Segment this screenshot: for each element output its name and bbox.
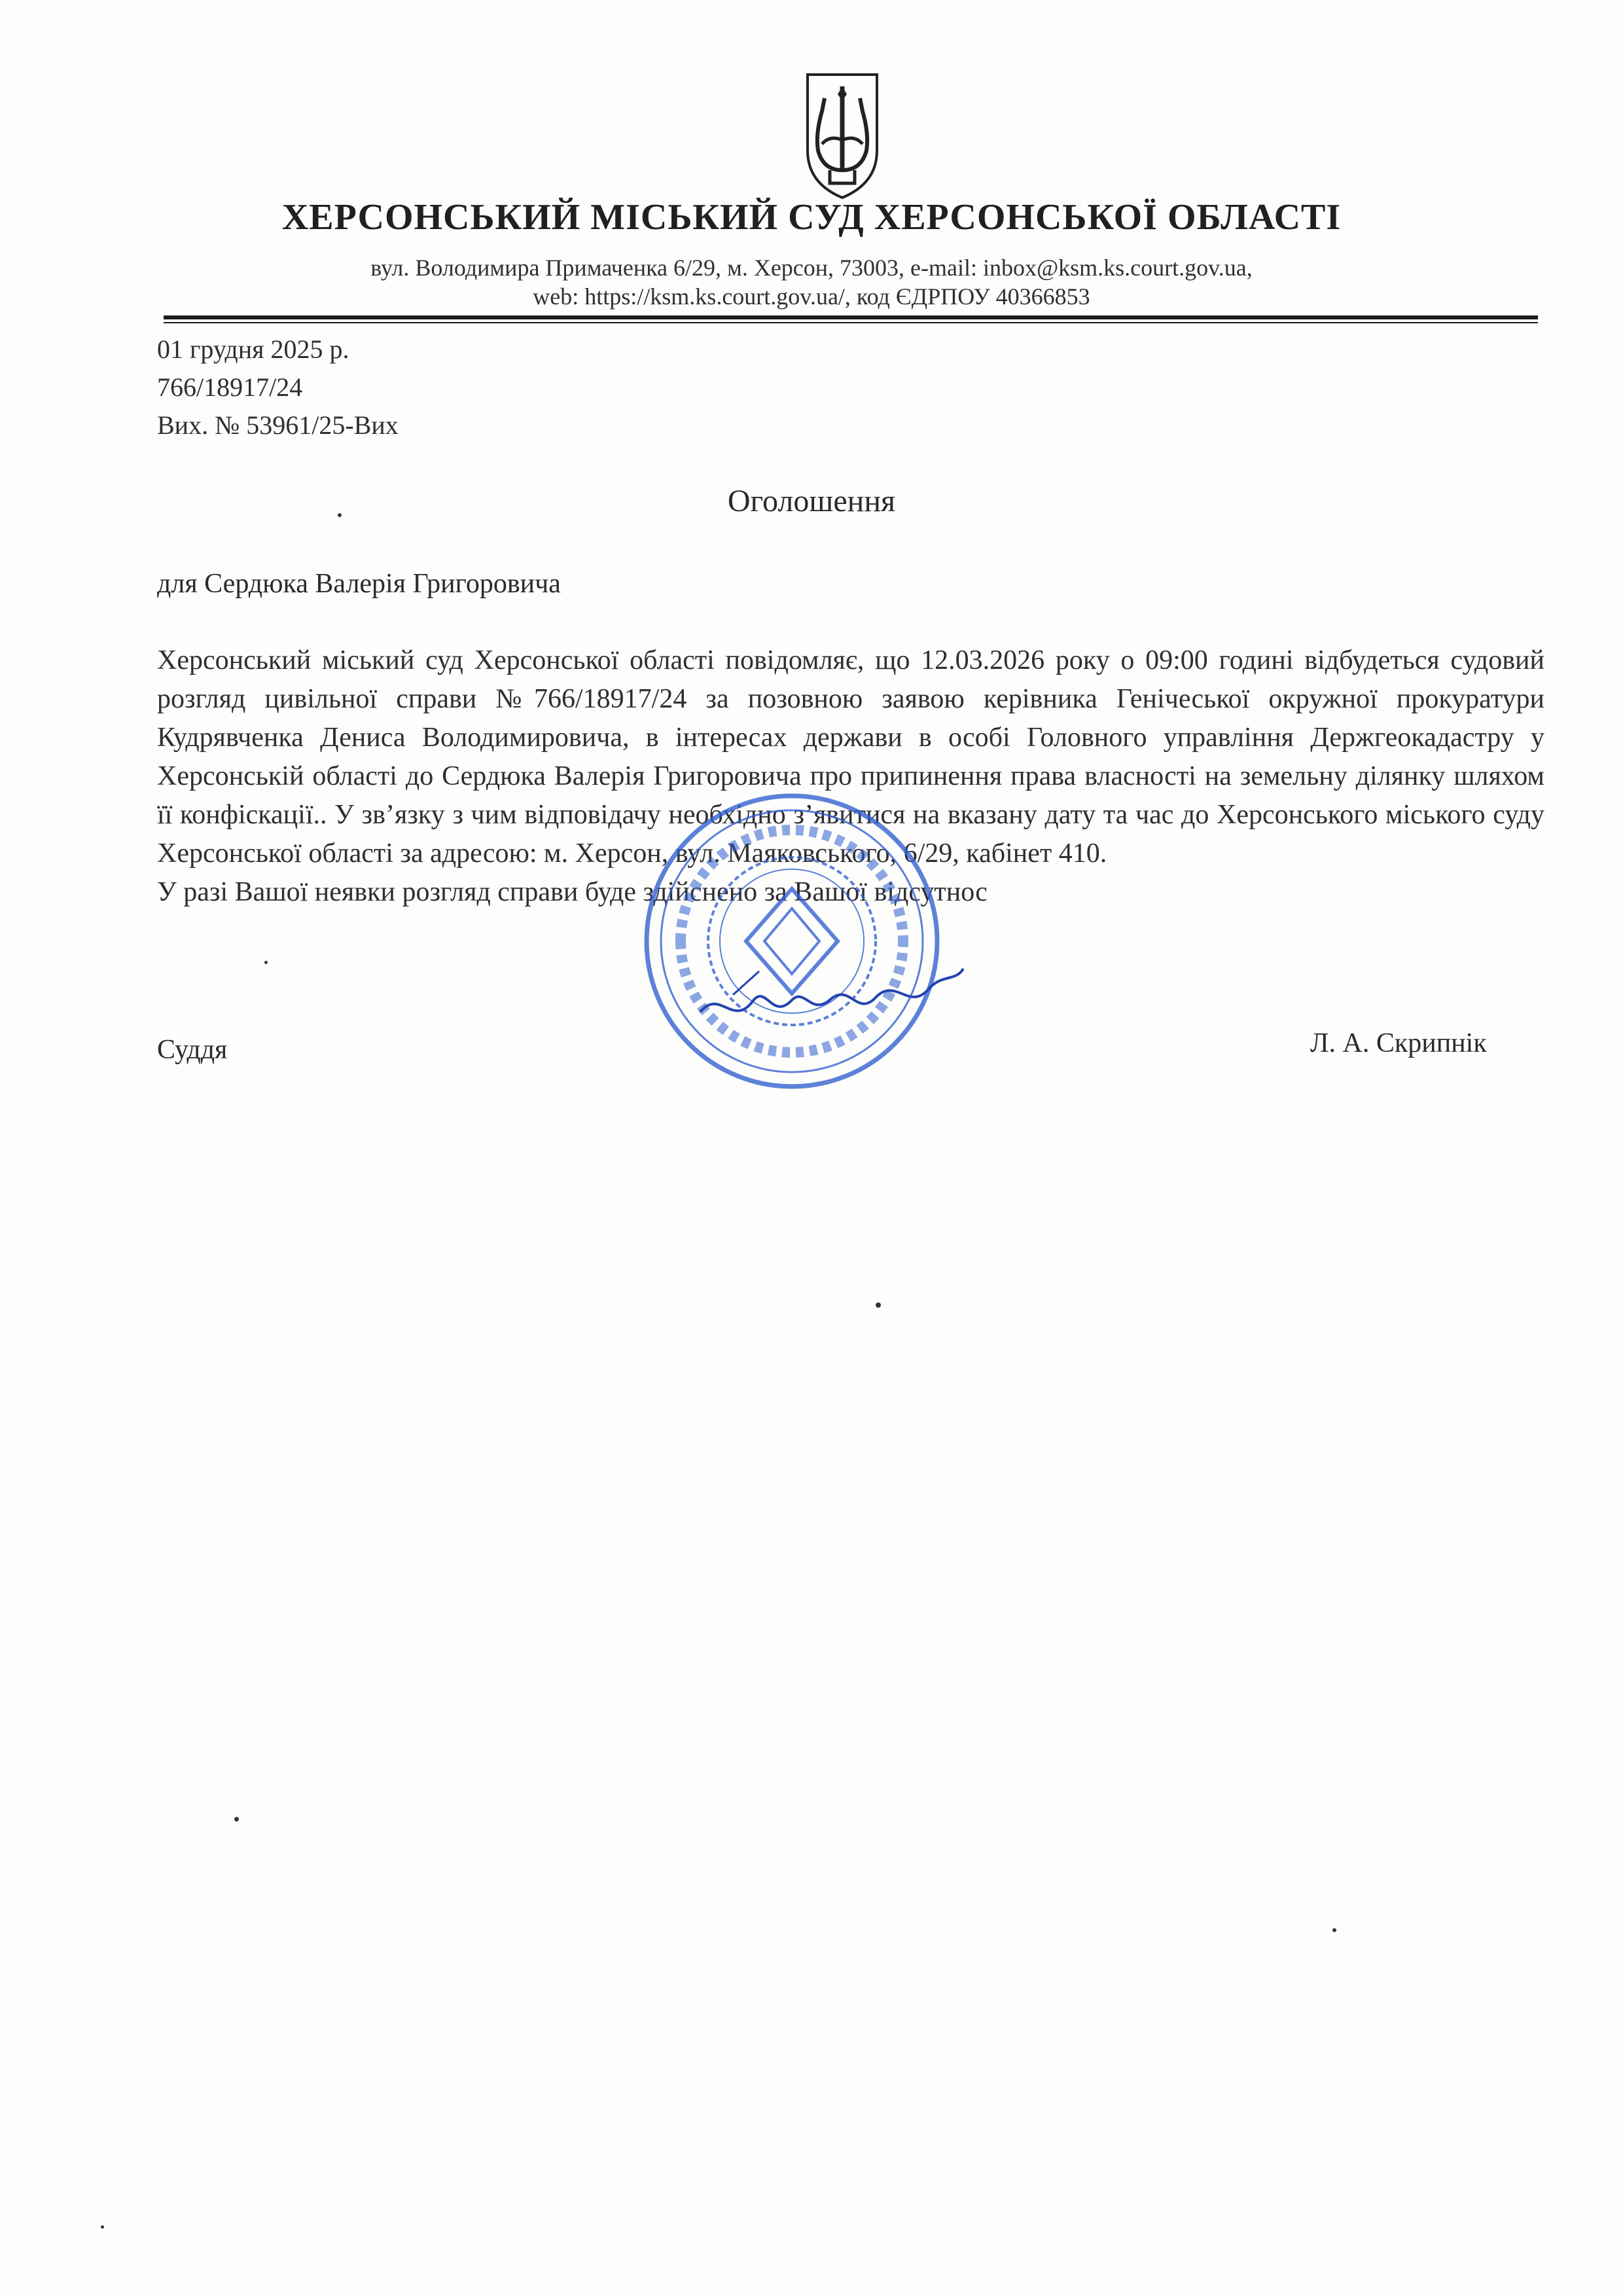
- court-address: вул. Володимира Примаченка 6/29, м. Херсон, 73003, e-mail: inbox@ksm.ks.court.gov.ua,: [370, 255, 1253, 281]
- outgoing-number: Вих. № 53961/25-Вих: [157, 410, 399, 440]
- scan-speck: [234, 1817, 239, 1821]
- case-number: 766/18917/24: [157, 372, 303, 402]
- announcement-paragraph: Херсонський міський суд Херсонської області повідомляє, що 12.03.2026 року о 09:00 годині відбудеться судовий розгляд цивільної справи №766/18917/24 за позовною заявою керівника Генічеської окружної прокуратури Кудрявченка Дениса Володимировича, в інтересах держави в особі Головного управління Держгеокадастру у Херсонській області до Сердюка Валерія Григоровича про припинення права власності на земельну ділянку шляхом її конфіскації.. У зв’язку з чим відповідачу необхідно з’явитися на вказану дату та час до Херсонського міського суду Херсонської області за адресою: м. Херсон, вул. Маяковського, 6/29, кабінет 410.: [157, 645, 1544, 869]
- addressee: для Сердюка Валерія Григоровича: [157, 569, 561, 599]
- announcement-absence-note: У разі Вашої неявки розгляд справи буде здійснено за Вашої відсутнос: [157, 877, 988, 907]
- coat-of-arms-icon: [804, 72, 881, 200]
- document-date: 01 грудня 2025 р.: [157, 334, 349, 364]
- court-name: ХЕРСОНСЬКИЙ МІСЬКИЙ СУД ХЕРСОНСЬКОЇ ОБЛАСТІ: [281, 197, 1342, 238]
- document-title: Оголошення: [727, 484, 896, 518]
- header-rule-thin: [164, 322, 1538, 323]
- scan-speck: [1332, 1928, 1336, 1932]
- signature-label: Суддя: [157, 1035, 228, 1065]
- scan-speck: [876, 1302, 881, 1308]
- scan-speck: [338, 513, 342, 517]
- court-seal-icon: [641, 791, 942, 1092]
- scan-speck: [264, 961, 268, 964]
- judge-name: Л. А. Скрипнік: [1310, 1028, 1487, 1058]
- court-web-and-code: web: https://ksm.ks.court.gov.ua/, код ЄДРПОУ 40366853: [533, 283, 1090, 310]
- scan-speck: [101, 2225, 104, 2229]
- header-rule: [164, 315, 1538, 319]
- judge-signature: [694, 949, 969, 1041]
